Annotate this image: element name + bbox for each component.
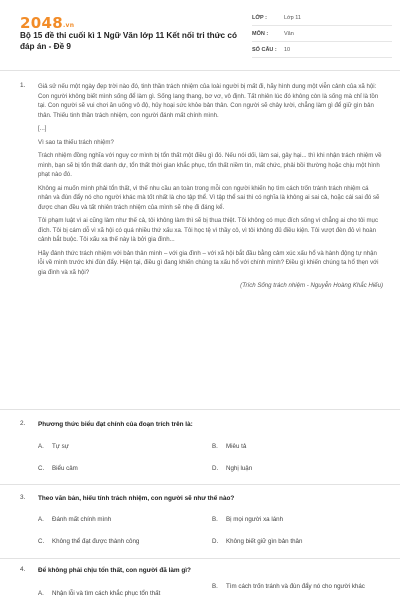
question-number: 1. xyxy=(20,82,26,89)
logo-text: 2048 xyxy=(20,14,63,32)
reading-passage xyxy=(38,82,383,295)
option-letter: B. xyxy=(212,516,218,523)
question-number: 4. xyxy=(20,566,26,573)
option-a[interactable] xyxy=(38,516,111,525)
divider xyxy=(0,70,400,71)
option-letter: A. xyxy=(38,443,44,450)
passage-paragraph: Tôi phạm luật vì ai cũng làm như thế cả, tôi không làm thì sẽ bị thua thiệt. Tôi không có mục đích sống vì chẳng ai cho tôi mục đích. Tôi bị cám dỗ vì xã hội có quá nhiều thứ xấu xa. Tôi học tệ vì thầy cô, vì tôi không đủ điều kiện. Tôi vượt đèn đỏ vì hoàn cảnh bắt buộc. Tôi xấu xa thế này là bởi gia đình... xyxy=(38,217,378,243)
option-text: Tìm cách trốn tránh và đùn đẩy nó cho người khác xyxy=(226,583,365,590)
option-text: Biểu cảm xyxy=(52,465,78,472)
option-c[interactable] xyxy=(38,538,139,547)
page-header xyxy=(0,0,400,62)
option-b[interactable] xyxy=(212,443,246,452)
option-b[interactable] xyxy=(212,516,283,525)
passage-paragraph: Không ai muốn mình phải tổn thất, vì thế nhu cầu an toàn trong mỗi con người khiến họ tìm cách trốn tránh trách nhiệm cá nhân và đùn đẩy nó cho người khác mà tốt nhất là cho tập thể. Vì tập thể sai thì có nghĩa là không ai sai cả, hoặc cái sai đó sẽ được chan đều và tất nhiên trách nhiệm của mình sẽ nhẹ đi đáng kể. xyxy=(38,184,380,211)
question-text: Phương thức biểu đạt chính của đoạn trích trên là: xyxy=(38,421,193,428)
passage-paragraph: Hãy đánh thức trách nhiệm với bản thân mình – với gia đình – với xã hội bắt đầu bằng cảm xúc xấu hổ và hành động tự nhận lỗi về mình trước khi đùn đẩy. Hiện tại, điều gì đang khiến chúng ta xấu hổ với chính mình? Điều gì khiến chúng ta hổ thẹn với gia đình và xã hội? xyxy=(38,249,379,276)
option-text: Nghị luận xyxy=(226,465,253,472)
meta-key: LỚP : xyxy=(252,14,267,21)
question-number: 2. xyxy=(20,420,26,427)
option-d[interactable] xyxy=(212,465,252,474)
passage-paragraph: [...] xyxy=(38,125,47,132)
logo-suffix: .vn xyxy=(62,22,75,29)
option-letter: C. xyxy=(38,465,45,472)
divider xyxy=(0,409,400,410)
question-number: 3. xyxy=(20,494,26,501)
option-text: Miêu tả xyxy=(226,443,247,450)
option-b[interactable] xyxy=(212,583,386,592)
meta-table xyxy=(252,10,392,58)
passage-paragraph: Trách nhiệm đồng nghĩa với nguy cơ mình bị tổn thất một điều gì đó. Nếu nói dối, làm sai, gây hại... thì khi nhận trách nhiệm về mình, bạn sẽ bị tổn thất danh dự, tổn thất thời gian khắc phục, tổn thất niềm tin, mất chức, phải bồi thường hoặc chịu một hình phạt nào đó. xyxy=(38,152,382,178)
option-a[interactable] xyxy=(38,590,160,599)
option-text: Không biết giữ gìn bản thân xyxy=(226,538,303,545)
option-letter: B. xyxy=(212,583,218,590)
meta-value: Lớp 11 xyxy=(284,14,301,21)
option-letter: B. xyxy=(212,443,218,450)
divider xyxy=(0,558,400,559)
option-d[interactable] xyxy=(212,538,302,547)
meta-key: MÔN : xyxy=(252,30,269,37)
page-title: Bộ 15 đề thi cuối kì 1 Ngữ Văn lớp 11 Kết nối tri thức có đáp án - Đề 9 xyxy=(20,31,237,51)
meta-key: SỐ CÂU : xyxy=(252,46,277,53)
option-c[interactable] xyxy=(38,465,78,474)
meta-row-count xyxy=(252,42,392,58)
option-a[interactable] xyxy=(38,443,69,452)
option-letter: D. xyxy=(212,465,219,472)
option-text: Đánh mất chính mình xyxy=(52,516,112,523)
meta-value: 10 xyxy=(284,46,291,53)
option-letter: C. xyxy=(38,538,45,545)
question-text: Để không phải chịu tổn thất, con người đã làm gì? xyxy=(38,567,191,574)
divider xyxy=(0,484,400,485)
option-text: Bị mọi người xa lánh xyxy=(226,516,284,523)
option-letter: A. xyxy=(38,516,44,523)
meta-value: Văn xyxy=(284,30,294,37)
passage-source: (Trích Sống trách nhiệm - Nguyễn Hoàng Khắc Hiếu) xyxy=(240,282,383,289)
option-text: Tự sự xyxy=(52,443,69,450)
option-letter: D. xyxy=(212,538,219,545)
option-text: Nhận lỗi và tìm cách khắc phục tổn thất xyxy=(52,590,161,597)
passage-paragraph: Giả sử nếu một ngày đẹp trời nào đó, tinh thần trách nhiệm của loài người bị mất đi, hãy hình dung một viễn cảnh của xã hội: Con người không biết mình sống để làm gì. Sống lang thang, bơ vơ, vô định. Tất nhiên lúc đó không còn là sống mà chỉ là tồn tại. Con người sẽ vui chơi ăn uống vô độ, hủy hoại sức khỏe bản thân. Con người sẽ chây lười, chẳng làm gì để giữ gìn bản thân. Thiếu tinh thần trách nhiệm, con người đánh mất chính mình. xyxy=(38,83,379,119)
question-text: Theo văn bản, hiếu tính trách nhiệm, con người sẽ như thế nào? xyxy=(38,495,235,502)
option-letter: A. xyxy=(38,590,44,597)
meta-row-subject xyxy=(252,26,392,42)
meta-row-grade xyxy=(252,10,392,26)
passage-paragraph: Vì sao ta thiếu trách nhiệm? xyxy=(38,138,114,146)
option-text: Không thể đạt được thành công xyxy=(52,538,140,545)
